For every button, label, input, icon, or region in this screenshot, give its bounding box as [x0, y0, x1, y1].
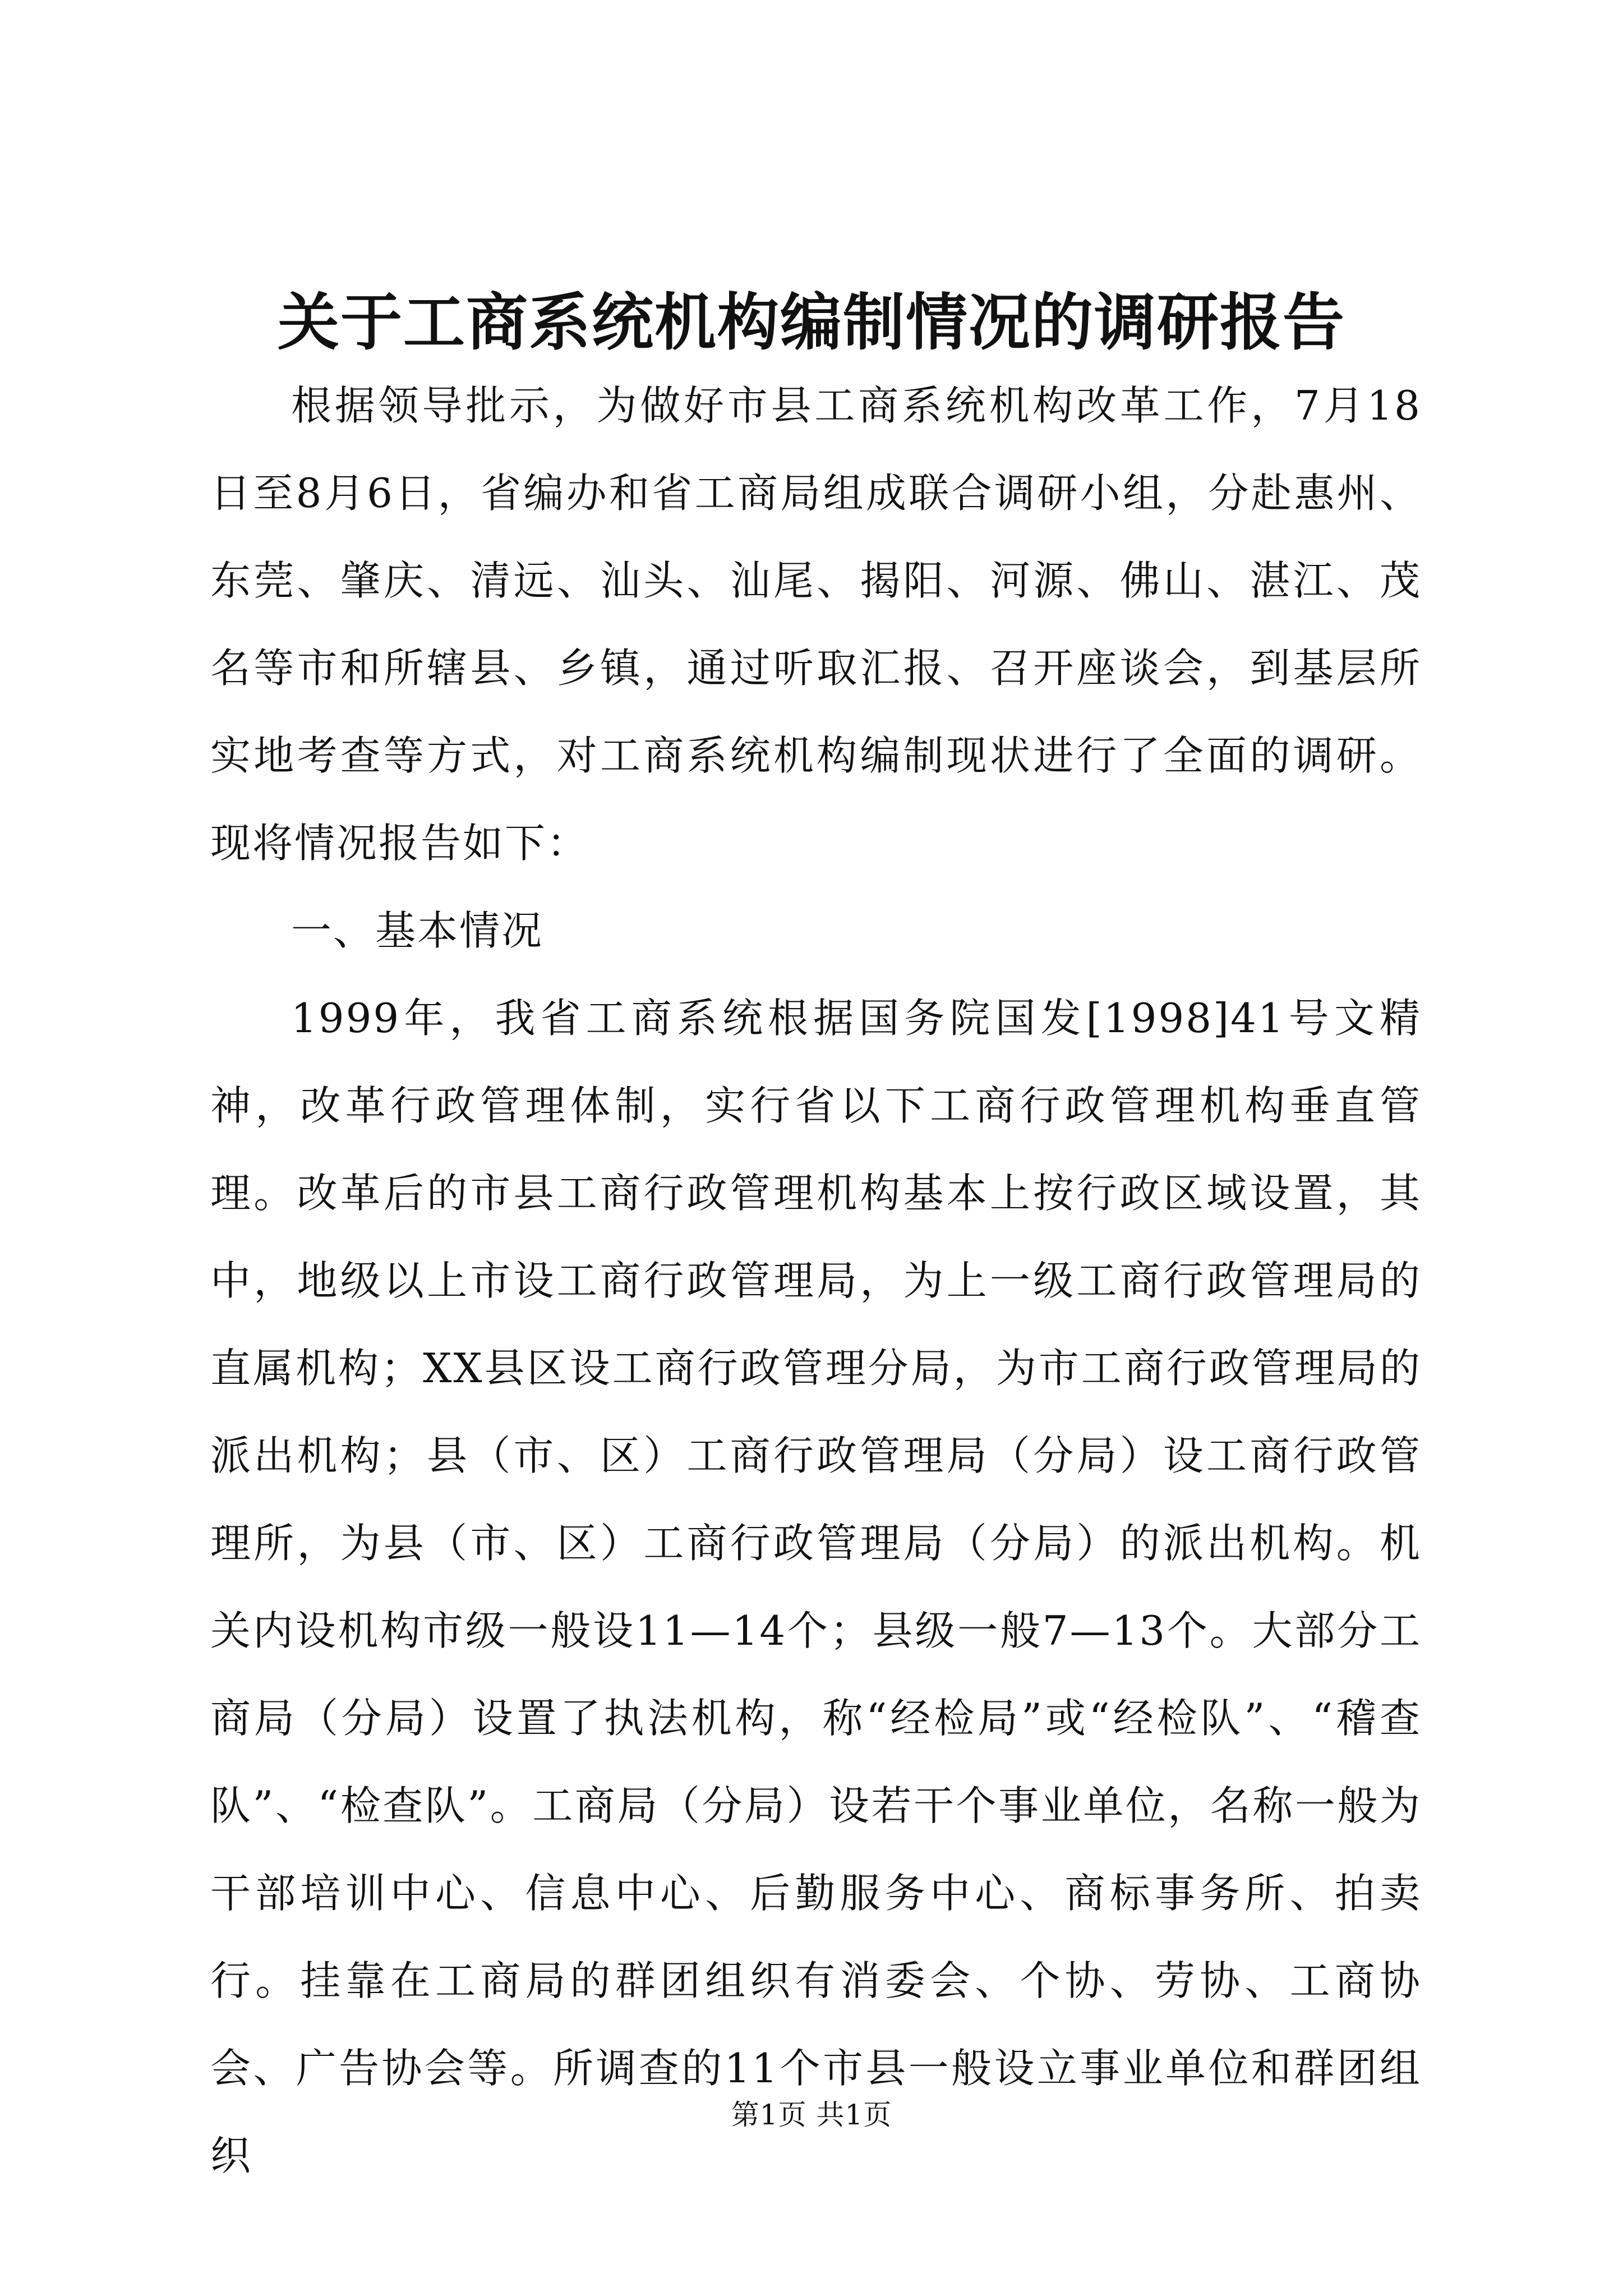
document-title: 关于工商系统机构编制情况的调研报告 [278, 286, 1345, 358]
document-body [210, 362, 1422, 2200]
paragraph-intro: 根据领导批示，为做好市县工商系统机构改革工作，7月18日至8月6日，省编办和省工商局组成联合调研小组，分赴惠州、东莞、肇庆、清远、汕头、汕尾、揭阳、河源、佛山、湛江、茂名等市和所辖县、乡镇，通过听取汇报、召开座谈会，到基层所实地考查等方式，对工商系统机构编制现状进行了全面的调研。现将情况报告如下： [210, 382, 1422, 867]
page-footer: 第1页 共1页 [731, 2099, 892, 2131]
paragraph-basic-situation: 1999年，我省工商系统根据国务院国发[1998]41号文精神，改革行政管理体制，实行省以下工商行政管理机构垂直管理。改革后的市县工商行政管理机构基本上按行政区域设置，其中，地级以上市设工商行政管理局，为上一级工商行政管理局的直属机构；XX县区设工商行政管理分局，为市工商行政管理局的派出机构；县（市、区）工商行政管理局（分局）设工商行政管理所，为县（市、区）工商行政管理局（分局）的派出机构。机关内设机构市级一般设11—14个；县级一般7—13个。大部分工商局（分局）设置了执法机构，称“经检局”或“经检队”、“稽查队”、“检查队”。工商局（分局）设若干个事业单位，名称一般为干部培训中心、信息中心、后勤服务中心、商标事务所、拍卖行。挂靠在工商局的群团组织有消委会、个协、劳协、工商协会、广告协会等。所调查的11个市县一般设立事业单位和群团组织 [210, 995, 1422, 2179]
section-heading-basic-situation: 一、基本情况 [291, 907, 544, 954]
